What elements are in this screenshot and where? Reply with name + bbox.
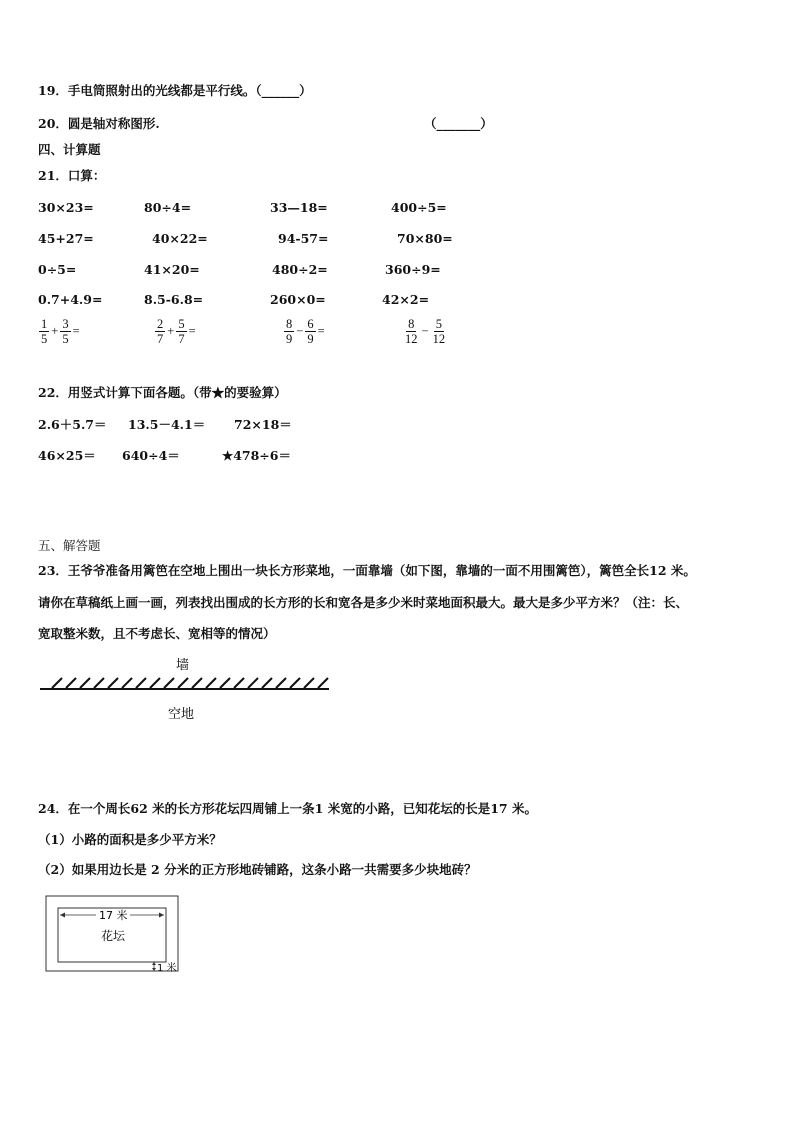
calc-item: 0÷5= bbox=[38, 262, 77, 277]
equals-sign: = bbox=[72, 324, 80, 338]
question-22-title: 22．用竖式计算下面各题。（带★的要验算） bbox=[38, 385, 287, 400]
denominator: 12 bbox=[432, 332, 446, 346]
question-24-line-1: 24．在一个周长62 米的长方形花坛四周铺上一条1 米宽的小路，已知花坛的长是17 米。 bbox=[38, 801, 537, 816]
operator: + bbox=[51, 324, 59, 338]
path-width-label: 1 米 bbox=[157, 963, 177, 974]
denominator: 7 bbox=[157, 332, 164, 346]
calc-item: 400÷5= bbox=[391, 200, 447, 215]
calc-item: 480÷2= bbox=[272, 262, 328, 277]
section-4-heading: 四、计算题 bbox=[38, 142, 101, 157]
numerator: 8 bbox=[286, 317, 293, 331]
denominator: 12 bbox=[405, 332, 418, 346]
vertical-calc-item: 640÷4＝ bbox=[122, 448, 180, 463]
vertical-calc-item: ★478÷6＝ bbox=[222, 448, 291, 463]
numerator: 5 bbox=[435, 317, 442, 331]
question-24-sub-1: （1）小路的面积是多少平方米？ bbox=[38, 832, 222, 847]
question-20-blank[interactable]: （_______） bbox=[424, 116, 493, 131]
calc-item: 8.5-6.8= bbox=[144, 292, 204, 307]
calc-item: 40×22= bbox=[152, 231, 208, 246]
calc-item: 360÷9= bbox=[385, 262, 441, 277]
flower-bed-diagram bbox=[46, 896, 178, 974]
calc-item: 0.7+4.9= bbox=[38, 292, 103, 307]
denominator: 9 bbox=[286, 332, 293, 346]
vertical-calc-item: 13.5－4.1＝ bbox=[128, 417, 206, 432]
question-23-line-3: 宽取整米数，且不考虑长、宽相等的情况） bbox=[38, 626, 276, 641]
calc-item: 80÷4= bbox=[144, 200, 192, 215]
denominator: 9 bbox=[307, 332, 314, 346]
flower-bed-label: 花坛 bbox=[101, 929, 126, 943]
question-24-sub-2: （2）如果用边长是 2 分米的正方形地砖铺路，这条小路一共需要多少块地砖？ bbox=[38, 862, 477, 877]
vertical-calc-item: 2.6＋5.7＝ bbox=[38, 417, 107, 432]
numerator: 5 bbox=[178, 317, 185, 331]
numerator: 8 bbox=[408, 317, 415, 331]
denominator: 5 bbox=[41, 332, 48, 346]
calc-item: 45+27= bbox=[38, 231, 94, 246]
question-19: 19．手电筒照射出的光线都是平行线。（______） bbox=[38, 83, 312, 98]
calc-item: 94-57= bbox=[278, 231, 329, 246]
arrow-head-left-icon bbox=[60, 913, 65, 918]
denominator: 7 bbox=[178, 332, 185, 346]
vertical-calc-item: 46×25＝ bbox=[38, 448, 96, 463]
operator: − bbox=[296, 324, 304, 338]
question-23-line-1: 23．王爷爷准备用篱笆在空地上围出一块长方形菜地，一面靠墙（如下图，靠墙的一面不用围篱笆），篱笆全长12 米。 bbox=[38, 563, 696, 578]
question-21-title: 21．口算： bbox=[38, 168, 106, 183]
question-20: 20．圆是轴对称图形. bbox=[38, 116, 160, 131]
numerator: 1 bbox=[41, 317, 48, 331]
operator: − bbox=[421, 324, 429, 338]
operator: + bbox=[167, 324, 175, 338]
calc-item: 260×0= bbox=[270, 292, 326, 307]
calc-item: 70×80= bbox=[397, 231, 453, 246]
denominator: 5 bbox=[62, 332, 69, 346]
calc-item: 30×23= bbox=[38, 200, 94, 215]
equals-sign: = bbox=[188, 324, 196, 338]
numerator: 2 bbox=[157, 317, 164, 331]
calc-item: 42×2= bbox=[382, 292, 430, 307]
vertical-calc-item: 72×18＝ bbox=[234, 417, 292, 432]
calc-item: 41×20= bbox=[144, 262, 200, 277]
wall-label: 墙 bbox=[176, 658, 190, 673]
question-23-line-2: 请你在草稿纸上画一画，列表找出围成的长方形的长和宽各是多少米时菜地面积最大。最大是多少平方米？（注：长、 bbox=[38, 595, 689, 610]
arrow-head-right-icon bbox=[159, 913, 164, 918]
numerator: 6 bbox=[307, 317, 314, 331]
section-5-heading: 五、解答题 bbox=[38, 538, 101, 553]
length-label: 17 米 bbox=[99, 909, 128, 922]
calc-item: 33—18= bbox=[270, 200, 328, 215]
equals-sign: = bbox=[317, 324, 325, 338]
wall-hatching bbox=[40, 678, 329, 689]
ground-label: 空地 bbox=[168, 707, 195, 722]
numerator: 3 bbox=[62, 317, 69, 331]
